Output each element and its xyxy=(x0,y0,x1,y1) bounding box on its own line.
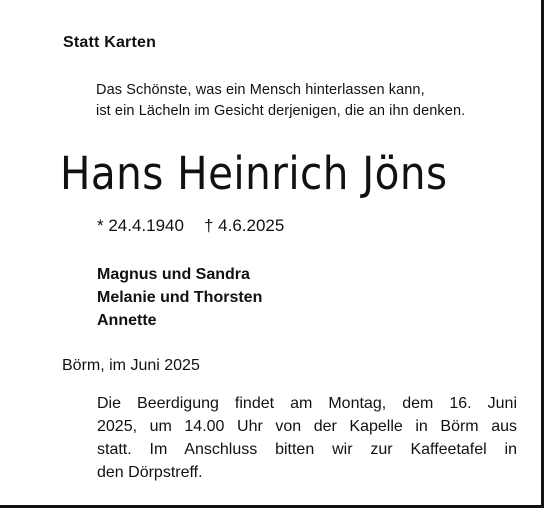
death-date: † 4.6.2025 xyxy=(203,216,285,235)
mourner-entry: Melanie und Thorsten xyxy=(97,289,263,306)
deceased-name: Hans Heinrich Jöns xyxy=(60,147,448,200)
mourners-list xyxy=(97,263,262,332)
birth-date: * 24.4.1940 xyxy=(97,216,184,235)
funeral-info xyxy=(97,392,517,484)
life-dates xyxy=(97,216,284,236)
mourner-entry: Annette xyxy=(97,312,157,329)
funeral-line: statt. Im Anschluss bitten wir zur Kaffeetafel in xyxy=(97,441,517,458)
memorial-quote xyxy=(96,80,465,122)
place-date: Börm, im Juni 2025 xyxy=(62,357,200,374)
statt-karten-label: Statt Karten xyxy=(63,34,157,51)
quote-line: ist ein Lächeln im Gesicht derjenigen, die an ihn denken. xyxy=(96,103,466,119)
quote-line: Das Schönste, was ein Mensch hinterlassen kann, xyxy=(96,82,425,98)
funeral-line: den Dörpstreff. xyxy=(97,464,203,481)
funeral-line: 2025, um 14.00 Uhr von der Kapelle in Börm aus xyxy=(97,418,517,435)
funeral-line: Die Beerdigung findet am Montag, dem 16. Juni xyxy=(97,395,517,412)
mourner-entry: Magnus und Sandra xyxy=(97,266,250,283)
